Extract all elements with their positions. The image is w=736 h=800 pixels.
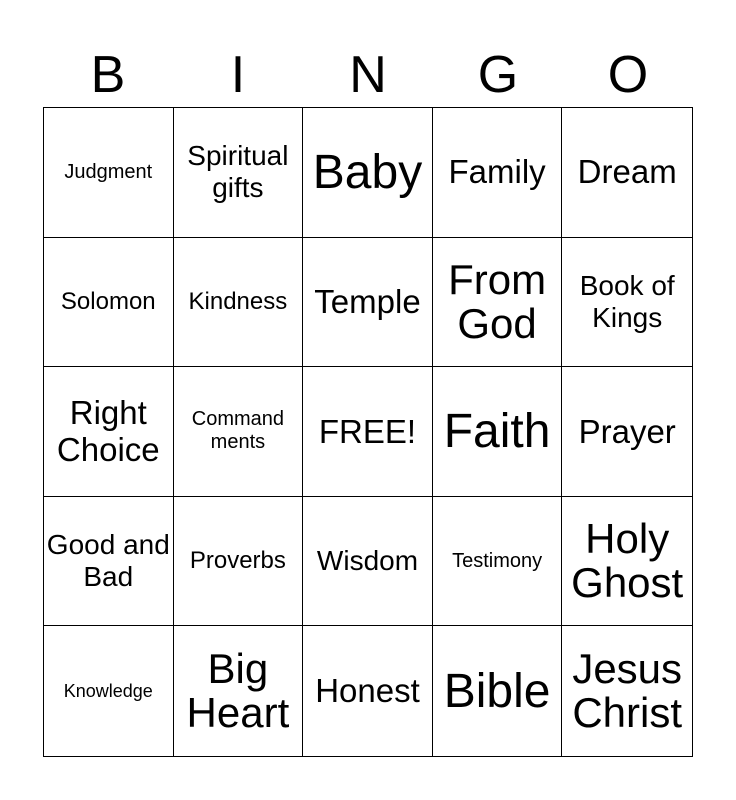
bingo-cell[interactable] bbox=[174, 626, 304, 756]
bingo-cell-label: Temple bbox=[314, 282, 421, 320]
bingo-cell-label: Baby bbox=[312, 145, 423, 199]
header-letter-g: G bbox=[477, 46, 519, 104]
bingo-cell-label: FREE! bbox=[318, 412, 417, 450]
bingo-cell-label: Holy Ghost bbox=[571, 515, 684, 607]
header-letter-o: O bbox=[607, 46, 649, 104]
bingo-cell-label: From God bbox=[448, 255, 547, 347]
bingo-cell-label: Good and Bad bbox=[46, 528, 170, 593]
bingo-board bbox=[43, 107, 693, 757]
bingo-cell[interactable] bbox=[562, 367, 692, 497]
bingo-cell-label: Jesus Christ bbox=[572, 645, 683, 737]
bingo-cell-label: Knowledge bbox=[63, 680, 153, 701]
bingo-cell[interactable] bbox=[303, 108, 433, 238]
bingo-cell-label: Bible bbox=[443, 664, 551, 718]
bingo-cell[interactable] bbox=[562, 238, 692, 368]
bingo-cell[interactable] bbox=[562, 497, 692, 627]
header-letter-b: B bbox=[90, 46, 126, 104]
bingo-cell-label: Big Heart bbox=[186, 645, 290, 737]
bingo-cell[interactable] bbox=[433, 238, 563, 368]
header-letter-i: I bbox=[230, 46, 246, 104]
bingo-cell[interactable] bbox=[174, 238, 304, 368]
bingo-cell-label: Solomon bbox=[60, 288, 156, 316]
bingo-cell[interactable] bbox=[174, 497, 304, 627]
bingo-cell-label: Testimony bbox=[452, 549, 543, 572]
bingo-cell-label: Kindness bbox=[188, 288, 288, 316]
bingo-cell[interactable] bbox=[303, 497, 433, 627]
bingo-cell[interactable] bbox=[44, 367, 174, 497]
bingo-cell[interactable] bbox=[174, 367, 304, 497]
bingo-cell-label: Wisdom bbox=[316, 545, 419, 576]
bingo-cell[interactable] bbox=[303, 238, 433, 368]
bingo-header bbox=[43, 44, 693, 106]
bingo-cell-label: Faith bbox=[443, 404, 551, 458]
bingo-cell[interactable] bbox=[174, 108, 304, 238]
header-letter-n: N bbox=[349, 46, 387, 104]
bingo-cell[interactable] bbox=[433, 497, 563, 627]
bingo-cell[interactable] bbox=[433, 367, 563, 497]
bingo-cell-label: Honest bbox=[315, 672, 420, 710]
bingo-cell-label: Proverbs bbox=[189, 547, 286, 575]
bingo-cell[interactable] bbox=[433, 108, 563, 238]
bingo-cell[interactable] bbox=[562, 108, 692, 238]
bingo-cell[interactable] bbox=[44, 238, 174, 368]
bingo-cell-label: Family bbox=[448, 153, 546, 191]
bingo-cell[interactable] bbox=[44, 497, 174, 627]
bingo-cell[interactable] bbox=[303, 367, 433, 497]
bingo-cell[interactable] bbox=[303, 626, 433, 756]
bingo-cell[interactable] bbox=[562, 626, 692, 756]
bingo-cell-label: Judgment bbox=[64, 160, 153, 183]
bingo-cell[interactable] bbox=[44, 626, 174, 756]
bingo-cell-label: Command ments bbox=[191, 408, 285, 454]
bingo-cell[interactable] bbox=[44, 108, 174, 238]
bingo-cell-label: Spiritual gifts bbox=[187, 140, 289, 204]
bingo-cell-label: Book of Kings bbox=[579, 269, 675, 333]
bingo-cell-label: Right Choice bbox=[56, 393, 160, 469]
bingo-cell-label: Prayer bbox=[578, 412, 676, 450]
bingo-cell[interactable] bbox=[433, 626, 563, 756]
bingo-cell-label: Dream bbox=[577, 153, 677, 191]
